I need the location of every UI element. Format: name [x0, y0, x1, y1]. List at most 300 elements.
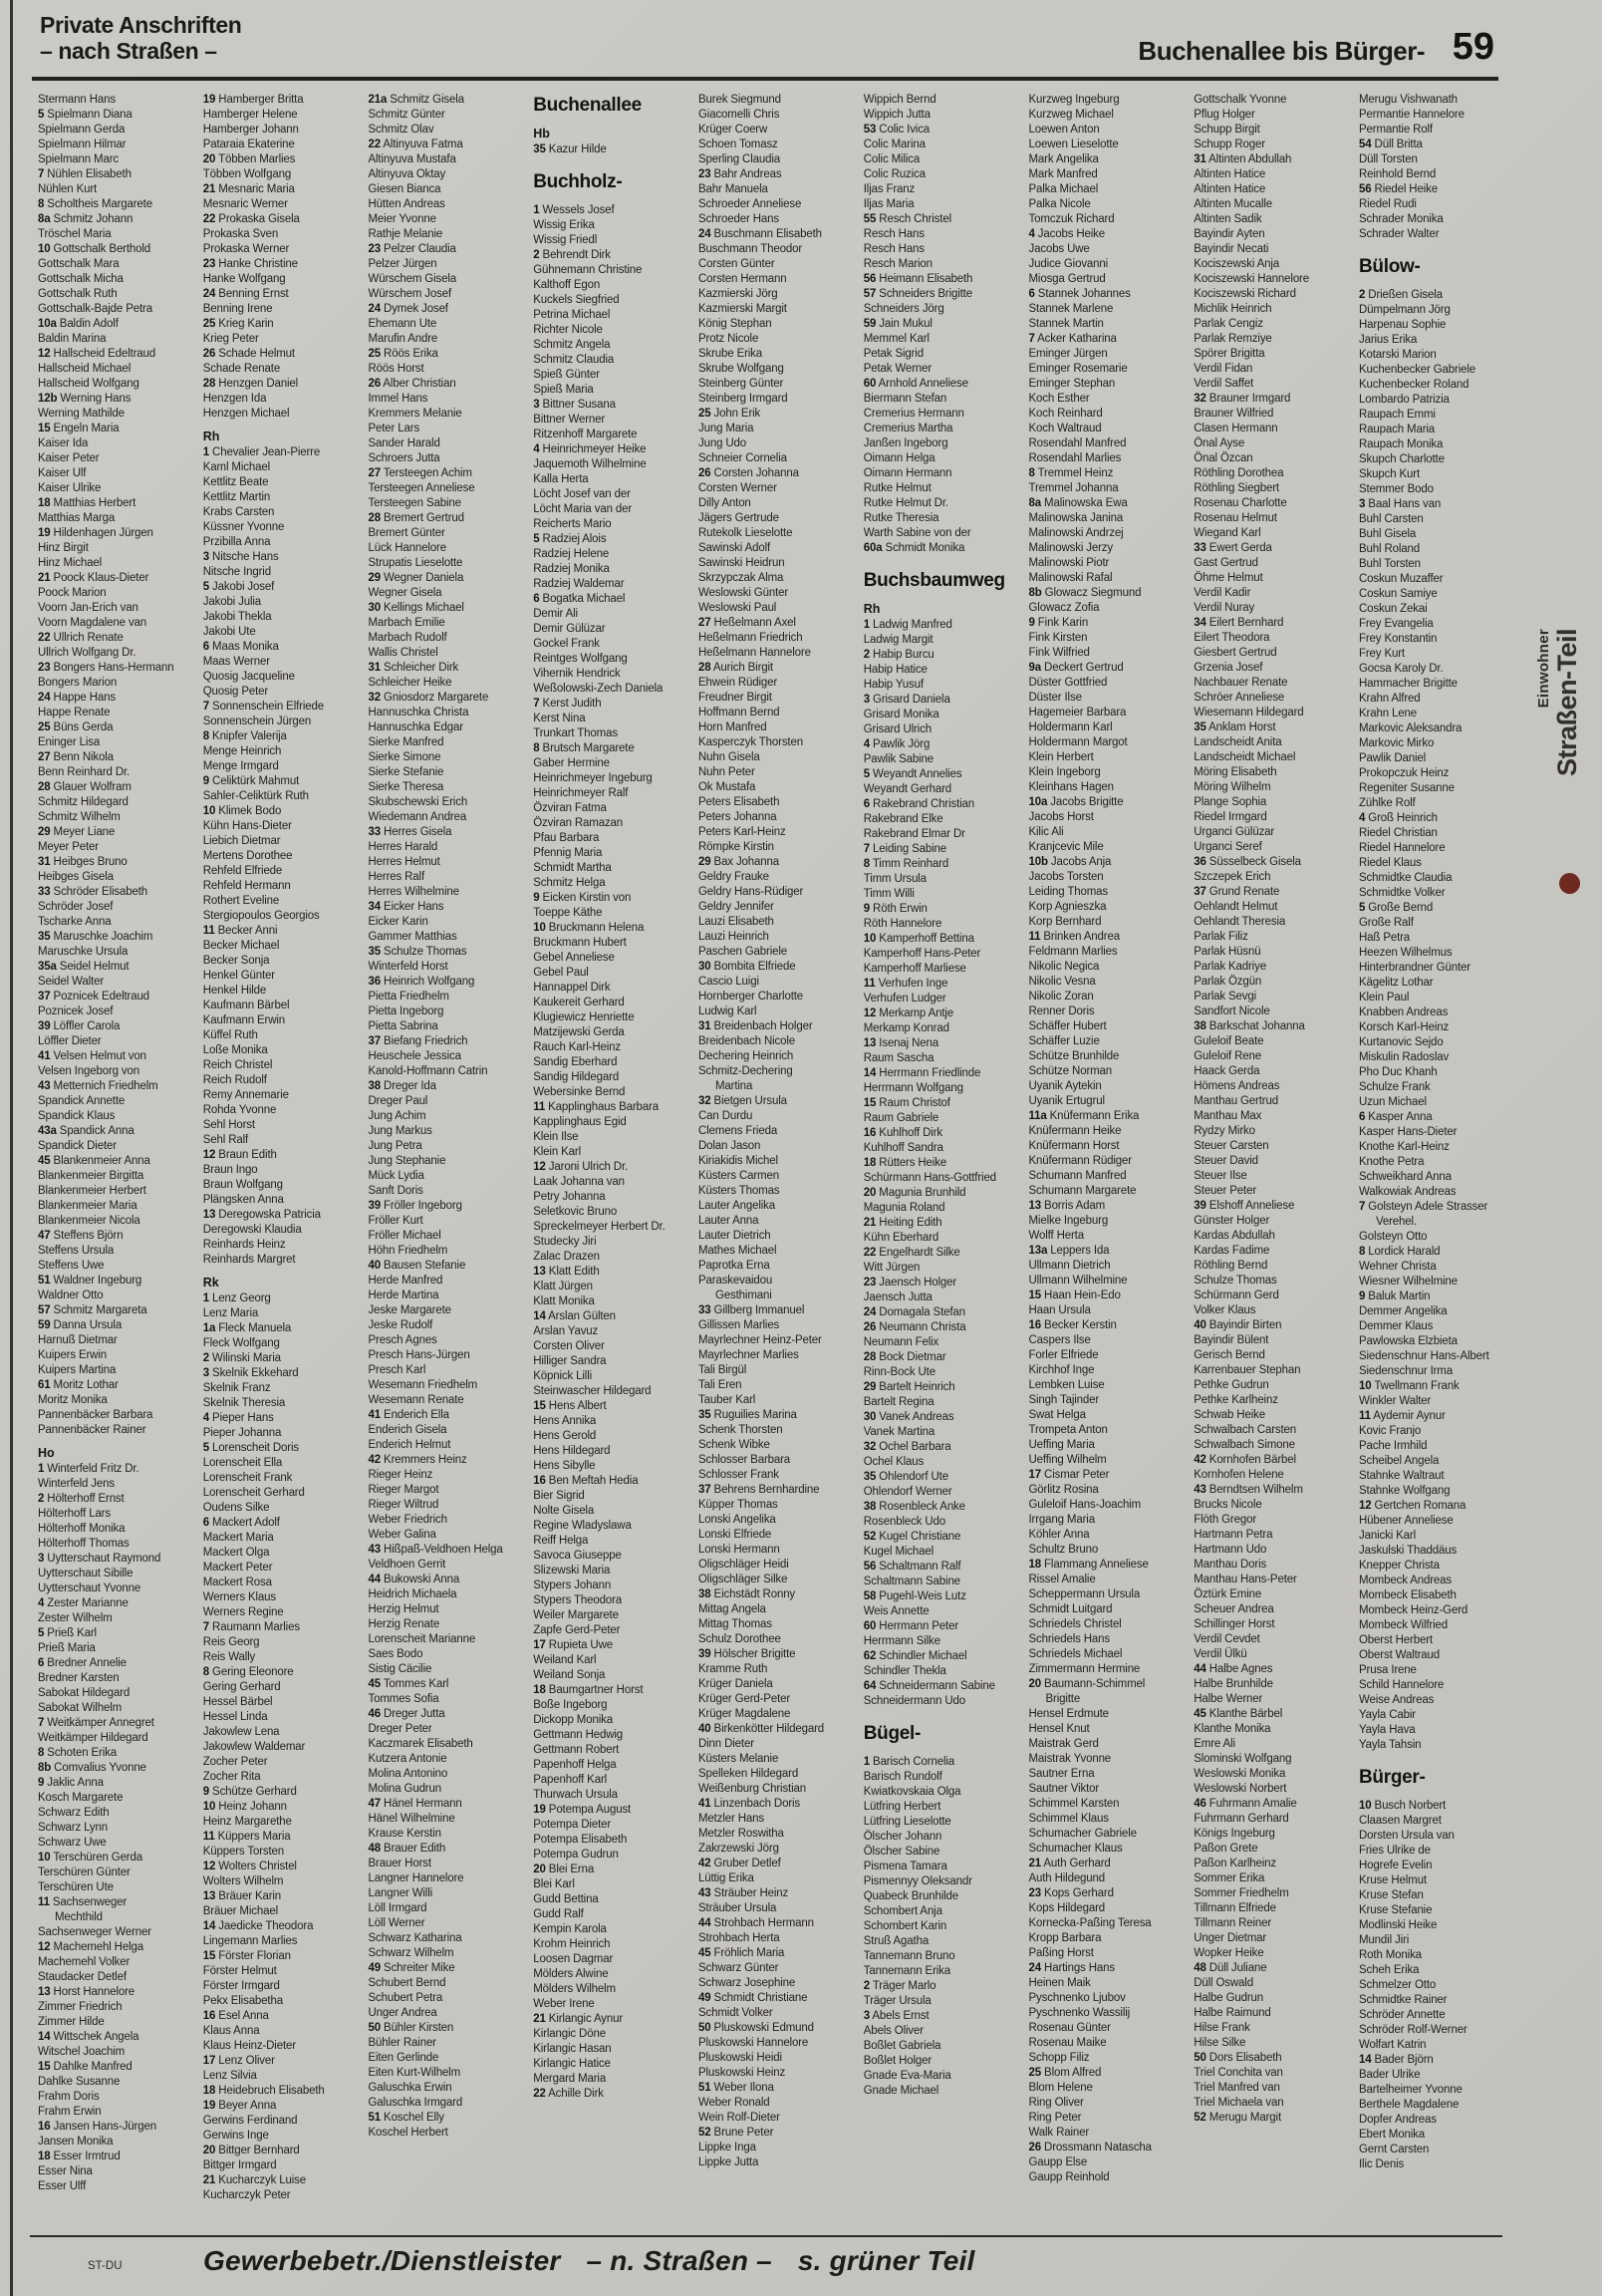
street-header: Buchenallee	[533, 95, 642, 116]
directory-entry: Gudd Bettina	[533, 1893, 599, 1905]
directory-entry: Schmidt Volker	[698, 2007, 773, 2019]
directory-entry: Schenk Thorsten	[698, 1424, 783, 1436]
house-number: 15	[38, 423, 51, 434]
directory-entry: Jung Stephanie	[368, 1155, 446, 1167]
directory-entry: Kleinhans Hagen	[1028, 781, 1114, 793]
directory-entry: Jeske Margarete	[368, 1304, 451, 1316]
directory-entry: Loewen Anton	[1028, 124, 1100, 136]
directory-entry: Tröschel Maria	[38, 228, 112, 240]
directory-entry: Kornhofen Helene	[1194, 1469, 1284, 1481]
directory-entry: 18 Esser Irmtrud	[38, 2151, 121, 2162]
directory-entry: Maistrak Gerd	[1028, 1738, 1099, 1750]
house-number: 27	[368, 467, 381, 479]
directory-entry: Sommer Erika	[1194, 1872, 1265, 1884]
directory-entry: 8b Glowacz Siegmund	[1028, 587, 1142, 599]
house-number: 4	[533, 443, 540, 455]
directory-entry: Zimmermann Hermine	[1028, 1663, 1141, 1675]
house-number: 22	[533, 2088, 546, 2100]
house-number: 29	[698, 856, 711, 868]
directory-entry: Ring Oliver	[1028, 2097, 1084, 2109]
directory-entry: Kovic Franjo	[1359, 1425, 1422, 1437]
directory-entry: 7 Leiding Sabine	[863, 843, 947, 855]
directory-entry: Heßelmann Hannelore	[698, 647, 811, 659]
directory-entry: 15 Dahlke Manfred	[38, 2061, 133, 2073]
directory-entry: Schenk Wibke	[698, 1439, 770, 1451]
directory-entry: Menge Heinrich	[202, 745, 282, 757]
directory-entry: Palka Nicole	[1028, 198, 1091, 210]
directory-entry: Molina Antonino	[368, 1768, 448, 1780]
directory-entry: 31 Altinten Abdullah	[1194, 153, 1292, 165]
directory-entry: Weber Ronald	[698, 2097, 770, 2109]
footer-note-part3: s. grüner Teil	[797, 2245, 975, 2276]
house-number: 20	[1028, 1678, 1041, 1690]
directory-entry: Pluskowski Heinz	[698, 2067, 786, 2079]
directory-entry: Paßon Grete	[1194, 1843, 1258, 1855]
house-number: 5	[202, 581, 209, 593]
house-number: 21	[863, 1217, 877, 1229]
directory-entry: Pluskowski Hannelore	[698, 2037, 809, 2049]
directory-entry: 2 Hölterhoff Ernst	[38, 1493, 125, 1505]
house-number: 23	[368, 243, 381, 255]
directory-entry: Jung Achim	[368, 1110, 426, 1122]
directory-entry: Kurzweg Michael	[1028, 109, 1114, 121]
directory-entry: Przibilla Anna	[202, 536, 271, 548]
house-number: 56	[1359, 183, 1372, 195]
directory-entry: 20 Baumann-Schimmel	[1028, 1678, 1146, 1690]
directory-entry: Zocher Rita	[202, 1771, 261, 1783]
directory-entry: Roth Monika	[1359, 1949, 1422, 1961]
directory-entry: 21 Auth Gerhard	[1028, 1858, 1111, 1869]
directory-entry: Steffens Ursula	[38, 1245, 115, 1257]
directory-entry: Marufin Andre	[368, 333, 438, 345]
directory-entry: Merugu Vishwanath	[1359, 94, 1458, 106]
directory-entry: Zühlke Rolf	[1359, 797, 1416, 809]
house-number: 18	[38, 2151, 51, 2162]
directory-entry: 7 Sonnenschein Elfriede	[202, 701, 324, 713]
directory-entry: Krahn Alfred	[1359, 693, 1421, 705]
directory-entry: Harpenau Sophie	[1359, 319, 1447, 331]
directory-entry: Haack Gerda	[1194, 1065, 1260, 1077]
directory-entry: Triel Conchita van	[1194, 2067, 1283, 2079]
directory-entry: Raupach Monika	[1359, 438, 1444, 450]
directory-entry: Tannemann Bruno	[863, 1950, 955, 1962]
directory-entry: Miosga Gertrud	[1028, 273, 1106, 285]
directory-entry: Altinten Hatice	[1194, 183, 1266, 195]
directory-entry: 52 Brune Peter	[698, 2127, 774, 2139]
directory-entry: Sträuber Ursula	[698, 1902, 777, 1914]
directory-entry: Dopfer Andreas	[1359, 2114, 1437, 2126]
directory-entry: Schneidermann Udo	[863, 1695, 966, 1707]
directory-entry: Lauter Dietrich	[698, 1230, 771, 1242]
directory-entry: 36 Heinrich Wolfgang	[368, 976, 475, 988]
directory-entry: Kaiser Peter	[38, 452, 100, 464]
directory-entry: 51 Koschel Elly	[368, 2112, 444, 2124]
directory-entry: Schombert Anja	[863, 1905, 942, 1917]
directory-entry: 10 Heinz Johann	[202, 1801, 287, 1813]
directory-entry: Vihernik Hendrick	[533, 668, 621, 680]
directory-entry: Skelnik Franz	[202, 1382, 271, 1394]
directory-entry: Röthling Bernd	[1194, 1260, 1268, 1272]
directory-entry: 13 Klatt Edith	[533, 1266, 600, 1278]
directory-entry: Dahlke Susanne	[38, 2076, 121, 2088]
directory-entry: Presch Agnes	[368, 1334, 437, 1346]
directory-entry: Pawlowska Elzbieta	[1359, 1335, 1458, 1347]
directory-entry: Kosch Margarete	[38, 1792, 124, 1804]
directory-entry: Halbe Gudrun	[1194, 1992, 1264, 2004]
directory-entry: Schmidtke Claudia	[1359, 872, 1453, 884]
directory-entry: 26 Alber Christian	[368, 378, 456, 390]
directory-entry: Paßing Horst	[1028, 1947, 1094, 1959]
directory-entry: Vanek Martina	[863, 1426, 935, 1438]
directory-entry: 18 Baumgartner Horst	[533, 1684, 644, 1696]
directory-entry: Jaensch Jutta	[863, 1292, 933, 1303]
directory-entry: Kägelitz Lothar	[1359, 977, 1434, 989]
directory-entry: 4 Pieper Hans	[202, 1412, 274, 1424]
directory-entry: Kiriakidis Michel	[698, 1155, 778, 1167]
directory-entry: 6 Rakebrand Christian	[863, 798, 975, 810]
footer-note-part1: Gewerbebetr./Dienstleister	[203, 2245, 561, 2276]
directory-entry: Reintges Wolfgang	[533, 653, 628, 665]
directory-entry: Neumann Felix	[863, 1336, 939, 1348]
directory-entry: 35 Schulze Thomas	[368, 946, 467, 958]
house-number: 60	[863, 378, 877, 390]
directory-entry: Henkel Günter	[202, 970, 275, 982]
house-number: 5	[38, 109, 45, 121]
footer-code: ST-DU	[88, 2260, 123, 2272]
directory-entry: Blankenmeier Nicola	[38, 1215, 140, 1227]
directory-entry: Pho Duc Khanh	[1359, 1066, 1438, 1078]
directory-entry: Schwarz Katharina	[368, 1932, 462, 1944]
directory-entry: Malinowski Jerzy	[1028, 542, 1114, 554]
directory-entry: Schwarz Edith	[38, 1807, 110, 1819]
directory-entry: 15 Raum Christof	[863, 1097, 950, 1109]
directory-entry: Rieger Margot	[368, 1484, 439, 1496]
house-number: 17	[202, 2055, 216, 2067]
route-subheading: Hb	[533, 127, 550, 141]
directory-entry: Sabokat Hildegard	[38, 1687, 131, 1699]
directory-entry: Sandig Hildegard	[533, 1071, 620, 1083]
directory-entry: Timm Willi	[863, 888, 915, 900]
directory-entry: Struß Agatha	[863, 1935, 930, 1947]
directory-entry: Yayla Hava	[1359, 1724, 1416, 1736]
house-number: 57	[38, 1304, 51, 1316]
directory-entry: Petrina Michael	[533, 309, 611, 321]
directory-entry: 28 Bremert Gertrud	[368, 512, 464, 524]
directory-entry: Clemens Frieda	[698, 1125, 778, 1137]
directory-entry: Lütfring Herbert	[863, 1801, 941, 1813]
directory-entry: Kempin Karola	[533, 1923, 607, 1935]
directory-entry: 24 Buschmann Elisabeth	[698, 228, 822, 240]
directory-entry: 47 Steffens Björn	[38, 1230, 124, 1242]
directory-entry: Menge Irmgard	[202, 760, 279, 772]
directory-entry: Bayindir Ayten	[1194, 228, 1265, 240]
directory-entry: 20 Bittger Bernhard	[202, 2145, 300, 2156]
house-number: 20	[202, 153, 216, 165]
directory-entry: Kaiser Ulf	[38, 467, 87, 479]
house-number: 9	[38, 1777, 45, 1789]
directory-entry: Koch Waltraud	[1028, 423, 1102, 434]
directory-entry: Blei Karl	[533, 1878, 575, 1890]
house-number: 16	[1028, 1319, 1041, 1331]
directory-entry: Schwarz Günter	[698, 1962, 779, 1974]
house-number: 43	[1194, 1484, 1206, 1496]
house-number: 3	[202, 1367, 209, 1379]
house-number: 26	[368, 378, 381, 390]
directory-entry: Küffel Ruth	[202, 1029, 258, 1041]
directory-entry: Hamberger Johann	[202, 124, 299, 136]
directory-entry: Grzenia Josef	[1194, 662, 1263, 674]
directory-entry: Bremert Günter	[368, 527, 445, 539]
directory-entry: Stahnke Wolfgang	[1359, 1485, 1451, 1497]
house-number: 51	[38, 1275, 51, 1287]
directory-entry: Coskun Muzaffer	[1359, 573, 1444, 585]
directory-entry: Wiesemann Hildegard	[1194, 707, 1304, 718]
directory-entry: 1 Lenz Georg	[202, 1292, 271, 1304]
directory-entry: Förster Irmgard	[202, 1980, 280, 1992]
house-number: 8	[38, 1747, 45, 1759]
directory-entry: Rosenau Maike	[1028, 2037, 1107, 2049]
directory-entry: 7 Golsteyn Adele Strasser	[1359, 1201, 1488, 1213]
directory-entry: Ok Mustafa	[698, 781, 756, 793]
directory-entry: 26 Schade Helmut	[202, 348, 295, 360]
directory-entry: Klugiewicz Henriette	[533, 1011, 635, 1023]
page-title-line1: Private Anschriften	[40, 12, 242, 38]
directory-column	[369, 93, 520, 2227]
directory-entry: Manthau Gertrud	[1194, 1095, 1278, 1107]
directory-entry: 14 Wittschek Angela	[38, 2031, 139, 2043]
directory-entry: Demmer Angelika	[1359, 1305, 1448, 1317]
directory-entry: Lingemann Marlies	[202, 1935, 298, 1947]
directory-entry: Eninger Lisa	[38, 736, 101, 748]
directory-entry: 15 Förster Florian	[202, 1950, 291, 1962]
directory-entry: Fleck Wolfgang	[202, 1337, 280, 1349]
house-number: 38	[368, 1080, 381, 1092]
directory-entry: Stannek Martin	[1028, 318, 1104, 330]
directory-entry: Schumacher Gabriele	[1028, 1828, 1137, 1840]
directory-entry: Pietta Sabrina	[368, 1020, 438, 1032]
directory-entry: 8a Malinowska Ewa	[1028, 497, 1128, 509]
directory-entry: Kanold-Hoffmann Catrin	[368, 1065, 488, 1077]
directory-entry: 50 Dors Elisabeth	[1194, 2052, 1282, 2064]
directory-entry: Weiland Sonja	[533, 1669, 606, 1681]
directory-entry: Rakebrand Elke	[863, 813, 943, 825]
directory-entry: Hölterhoff Thomas	[38, 1538, 130, 1550]
directory-entry: 10 Terschüren Gerda	[38, 1852, 142, 1864]
directory-entry: 38 Rosenbleck Anke	[863, 1501, 965, 1513]
directory-entry: Pawlik Sabine	[863, 753, 934, 765]
directory-entry: Boße Ingeborg	[533, 1699, 608, 1711]
directory-entry: Stermann Hans	[38, 94, 116, 106]
directory-entry: Kremmers Melanie	[368, 408, 462, 420]
directory-entry: Cremerius Hermann	[863, 408, 964, 420]
directory-entry: Stemmer Bodo	[1359, 483, 1434, 495]
directory-entry: 27 Heßelmann Axel	[698, 617, 796, 629]
directory-entry: 16 Becker Kerstin	[1028, 1319, 1117, 1331]
directory-entry: 5 Prieß Karl	[38, 1627, 97, 1639]
directory-entry: Lenz Silvia	[202, 2070, 257, 2082]
directory-entry: Palka Michael	[1028, 183, 1099, 195]
directory-entry: Plängsken Anna	[202, 1194, 284, 1206]
directory-entry: Ilic Denis	[1359, 2158, 1405, 2170]
directory-entry: Röthling Siegbert	[1194, 482, 1279, 494]
house-number: 4	[863, 738, 870, 750]
directory-entry: Hessel Linda	[202, 1711, 268, 1723]
directory-entry: Caspers Ilse	[1028, 1334, 1091, 1346]
directory-entry: Jaskulski Thaddäus	[1359, 1545, 1458, 1557]
directory-entry: Herres Wilhelmine	[368, 886, 459, 898]
house-number: 12	[863, 1007, 877, 1019]
directory-entry: Petry Johanna	[533, 1191, 606, 1203]
directory-entry: Kuchenbecker Roland	[1359, 379, 1469, 391]
house-number: 33	[368, 826, 381, 838]
directory-entry: 62 Schindler Michael	[863, 1650, 967, 1662]
directory-entry: Höhn Friedhelm	[368, 1245, 448, 1257]
house-number: 2	[38, 1493, 45, 1505]
house-number: 8b	[38, 1762, 52, 1774]
directory-entry: Kühn Eberhard	[863, 1232, 939, 1244]
directory-entry: Peters Johanna	[698, 811, 777, 823]
directory-entry: 57 Schmitz Margareta	[38, 1304, 147, 1316]
directory-entry: Unger Andrea	[368, 2007, 437, 2019]
directory-entry: 13 Isenaj Nena	[863, 1037, 939, 1049]
directory-entry: Krüger Gerd-Peter	[698, 1693, 791, 1705]
directory-entry: 21 Mesnaric Maria	[202, 183, 295, 195]
directory-entry: Berthele Magdalene	[1359, 2099, 1460, 2111]
directory-entry: Gettmann Robert	[533, 1744, 620, 1756]
directory-entry: 12 Merkamp Antje	[863, 1007, 954, 1019]
directory-entry: Rohda Yvonne	[202, 1104, 277, 1116]
route-subheading: Ho	[38, 1446, 55, 1460]
directory-entry: Krause Kerstin	[368, 1828, 441, 1840]
directory-entry: Gnade Eva-Maria	[863, 2070, 951, 2082]
directory-entry: Altinyuva Mustafa	[368, 153, 456, 165]
directory-entry: Verdil Cevdet	[1194, 1633, 1260, 1645]
directory-entry: 27 Tersteegen Achim	[368, 467, 472, 479]
directory-entry: 10b Jacobs Anja	[1028, 856, 1112, 868]
page-title-line2: – nach Straßen –	[40, 38, 217, 64]
directory-entry: Riedel Rudi	[1359, 198, 1417, 210]
directory-entry: Sonnenschein Jürgen	[202, 716, 312, 727]
directory-entry: Schwarz Josephine	[698, 1977, 796, 1989]
footer-note-part2: – n. Straßen –	[586, 2245, 772, 2276]
directory-entry: Manthau Hans-Peter	[1194, 1574, 1297, 1585]
directory-entry: Schütze Brunhilde	[1028, 1050, 1120, 1062]
directory-entry: 21a Schmitz Gisela	[368, 94, 464, 106]
directory-entry: Reich Christel	[202, 1059, 273, 1071]
directory-entry: Demir Gülüzar	[533, 623, 606, 635]
house-number: 13	[533, 1266, 546, 1278]
directory-entry: Weslowski Günter	[698, 587, 789, 599]
directory-column	[698, 93, 850, 2227]
house-number: 35	[698, 1409, 711, 1421]
directory-entry: Nikolic Zoran	[1028, 991, 1094, 1003]
directory-entry: Scheuer Andrea	[1194, 1603, 1274, 1615]
directory-entry: Raum Sascha	[863, 1052, 934, 1064]
directory-entry: Jacobs Horst	[1028, 811, 1094, 823]
directory-entry: 24 Dymek Josef	[368, 303, 448, 315]
directory-entry: Prusa Irene	[1359, 1664, 1417, 1676]
directory-entry: Buschmann Theodor	[698, 243, 802, 255]
directory-entry: Knothe Karl-Heinz	[1359, 1141, 1450, 1153]
directory-entry: Halbe Brunhilde	[1194, 1678, 1273, 1690]
directory-entry: Gaupp Else	[1028, 2156, 1088, 2168]
directory-entry: Lauzi Elisabeth	[698, 916, 774, 928]
directory-entry: Rehfeld Elfriede	[202, 865, 283, 877]
directory-entry: 26 Drossmann Natascha	[1028, 2142, 1152, 2153]
side-tab-large-label: Straßen-Teil	[1552, 629, 1582, 777]
directory-entry: 1a Fleck Manuela	[202, 1322, 292, 1334]
directory-entry: Peter Lars	[368, 423, 420, 434]
directory-entry: Nikolic Negica	[1028, 961, 1100, 973]
directory-entry: Herres Harald	[368, 841, 438, 853]
directory-entry: Kornecka-Paßing Teresa	[1028, 1917, 1152, 1929]
directory-entry: Potempa Dieter	[533, 1819, 612, 1831]
directory-entry: Regeniter Susanne	[1359, 782, 1455, 794]
directory-entry: Pethke Karlheinz	[1194, 1394, 1278, 1406]
route-subheading: Rh	[202, 430, 220, 443]
directory-entry: Mölders Alwine	[533, 1968, 609, 1980]
directory-entry: Schriedels Hans	[1028, 1633, 1110, 1645]
directory-entry: Jägers Gertrude	[698, 512, 779, 524]
house-number: 20	[533, 1864, 546, 1875]
directory-entry: 8 Timm Reinhard	[863, 858, 949, 870]
house-number: 12	[533, 1161, 546, 1173]
directory-entry: Merkamp Konrad	[863, 1022, 949, 1034]
house-number: 10	[533, 922, 546, 934]
directory-entry: Knüfermann Heike	[1028, 1125, 1122, 1137]
directory-entry: Verdil Nuray	[1194, 602, 1255, 614]
directory-entry: Paprotka Erna	[698, 1260, 770, 1272]
directory-entry: Radziej Waldemar	[533, 578, 625, 590]
directory-entry: Hartmann Petra	[1194, 1529, 1273, 1541]
directory-entry: Jung Udo	[698, 437, 747, 449]
house-number: 28	[202, 378, 216, 390]
directory-entry: 22 Engelhardt Silke	[863, 1247, 960, 1259]
directory-entry: Hensel Knut	[1028, 1723, 1090, 1735]
directory-entry: Steinberg Günter	[698, 378, 784, 390]
directory-entry: 30 Vanek Andreas	[863, 1411, 954, 1423]
directory-entry: Rosenau Helmut	[1194, 512, 1277, 524]
directory-entry: Rutekolk Lieselotte	[698, 527, 793, 539]
directory-entry: 8 Tremmel Heinz	[1028, 467, 1114, 479]
directory-entry: Walkowiak Andreas	[1359, 1186, 1457, 1198]
directory-entry: Verdil Fidan	[1194, 363, 1253, 375]
directory-entry: 35 Ruguilies Marina	[698, 1409, 797, 1421]
house-number: 6	[202, 1517, 209, 1529]
directory-entry: Burek Siegmund	[698, 94, 781, 106]
directory-entry: Bruckmann Hubert	[533, 937, 627, 949]
house-number: 11	[202, 925, 215, 937]
directory-entry: Lorenscheit Marianne	[368, 1633, 476, 1645]
directory-entry: Pache Irmhild	[1359, 1440, 1428, 1452]
directory-entry: Gettmann Hedwig	[533, 1729, 624, 1741]
directory-entry: Thurwach Ursula	[533, 1789, 618, 1801]
directory-entry: 35 Anklam Horst	[1194, 721, 1276, 733]
house-number: 38	[863, 1501, 877, 1513]
directory-entry: 30 Bombita Elfriede	[698, 961, 796, 973]
directory-entry: Pannenbäcker Rainer	[38, 1424, 146, 1436]
directory-entry: Heinrichmeyer Ingeburg	[533, 772, 653, 784]
house-number: 6	[533, 593, 540, 605]
directory-entry: 45 Blankenmeier Anna	[38, 1155, 150, 1167]
house-number: 33	[1194, 542, 1206, 554]
directory-entry: Corsten Günter	[698, 258, 775, 270]
directory-entry: Sawinski Adolf	[698, 542, 771, 554]
directory-entry: 4 Zester Marianne	[38, 1597, 129, 1609]
directory-entry: Kuchenbecker Gabriele	[1359, 364, 1476, 376]
directory-entry: Benning Irene	[202, 303, 273, 315]
house-number: 46	[1194, 1798, 1206, 1810]
